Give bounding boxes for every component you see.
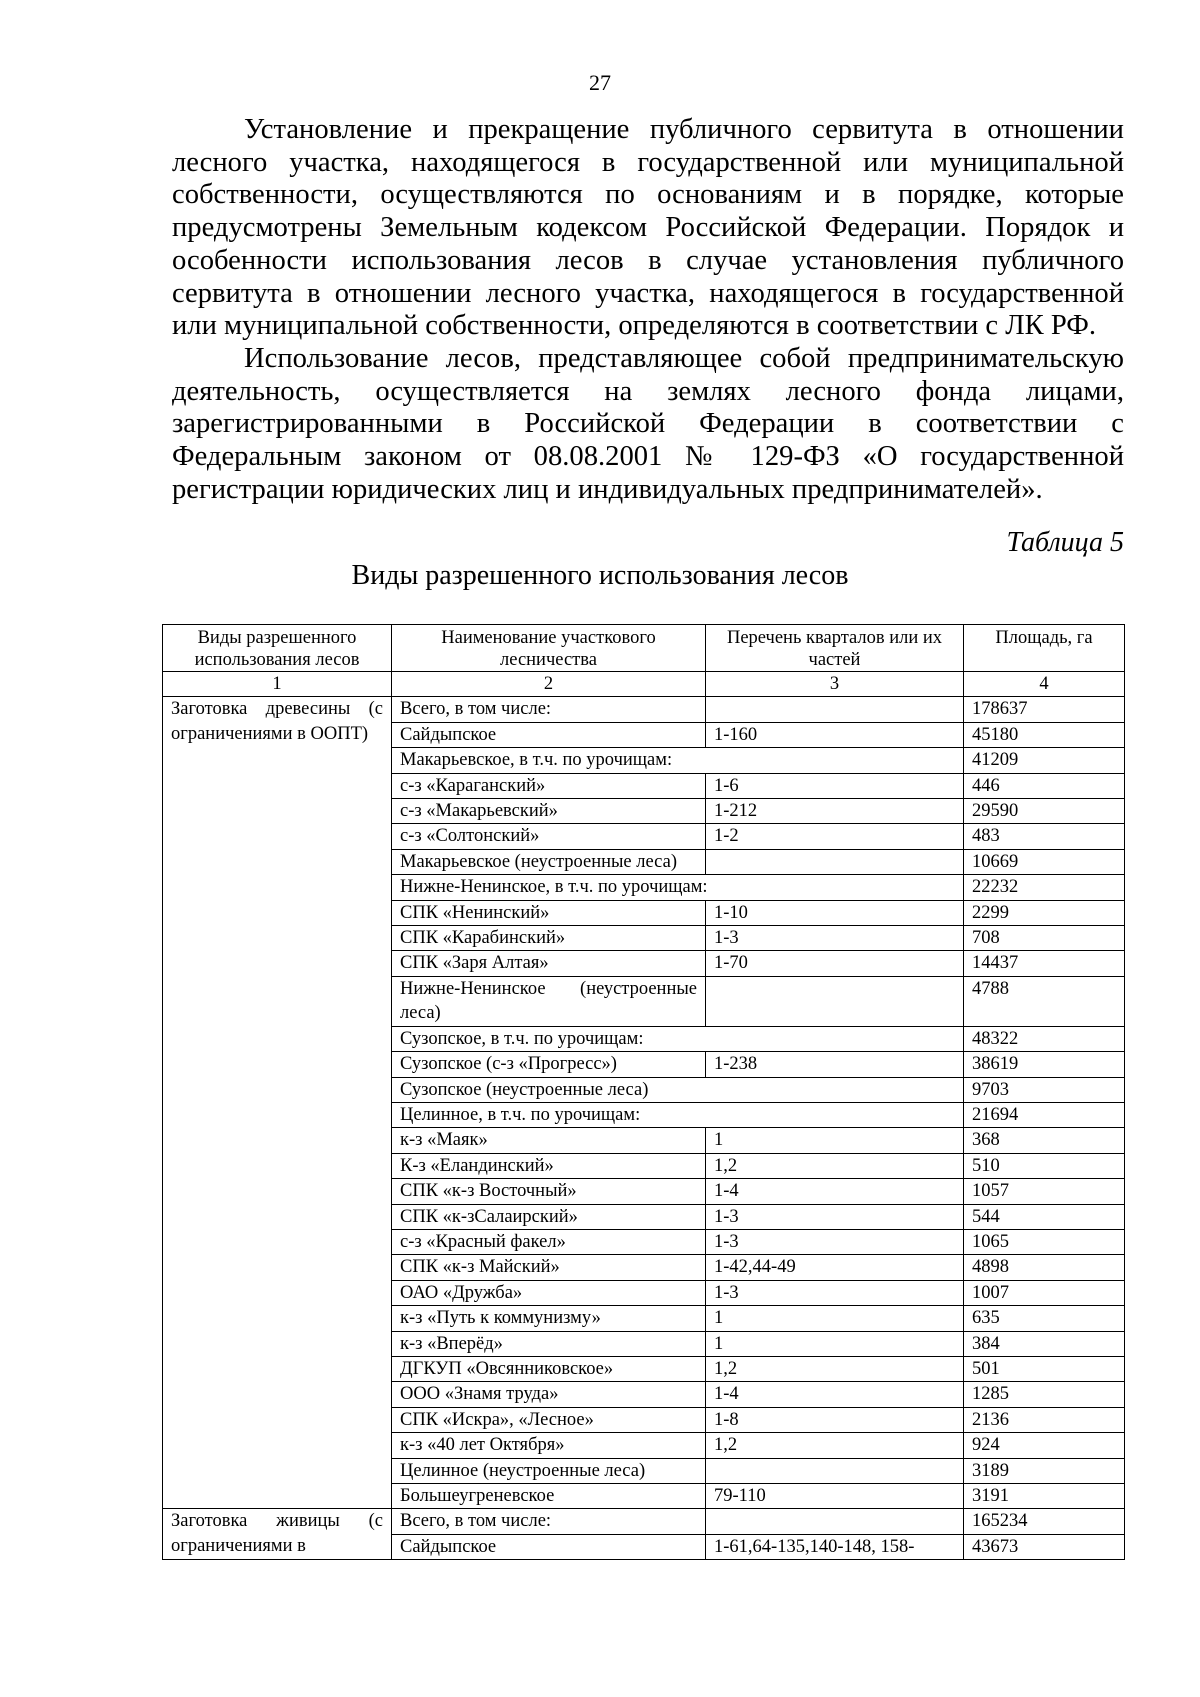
quarters-cell: 1-4: [706, 1382, 964, 1407]
use-type-cell: Заготовка живицы (с ограничениями в: [163, 1509, 392, 1560]
area-cell: 510: [964, 1153, 1125, 1178]
forestry-name-cell: СПК «Карабинский»: [392, 926, 706, 951]
forestry-name-cell: Сайдыпское: [392, 722, 706, 747]
area-cell: 1057: [964, 1179, 1125, 1204]
area-cell: 708: [964, 926, 1125, 951]
column-header: Площадь, га: [964, 625, 1125, 672]
table-row: [163, 697, 1125, 722]
area-cell: 1285: [964, 1382, 1125, 1407]
area-cell: 10669: [964, 849, 1125, 874]
area-cell: 1065: [964, 1229, 1125, 1254]
forestry-name-cell: Всего, в том числе:: [392, 697, 706, 722]
forest-use-table: [162, 624, 1125, 1560]
quarters-cell: 1-4: [706, 1179, 964, 1204]
area-cell: 635: [964, 1306, 1125, 1331]
forestry-name-cell: Большеугреневское: [392, 1484, 706, 1509]
area-cell: 14437: [964, 951, 1125, 976]
table-header-row: [163, 625, 1125, 672]
forestry-name-cell: Целинное, в т.ч. по урочищам:: [392, 1102, 964, 1127]
quarters-cell: 1-3: [706, 1280, 964, 1305]
quarters-cell: 1: [706, 1331, 964, 1356]
quarters-cell: 1,2: [706, 1356, 964, 1381]
area-cell: 4898: [964, 1255, 1125, 1280]
forestry-name-cell: Макарьевское (неустроенные леса): [392, 849, 706, 874]
forestry-name-cell: ООО «Знамя труда»: [392, 1382, 706, 1407]
forestry-name-cell: СПК «Искра», «Лесное»: [392, 1407, 706, 1432]
area-cell: 483: [964, 824, 1125, 849]
forestry-name-cell: Нижне-Ненинское, в т.ч. по урочищам:: [392, 875, 964, 900]
area-cell: 384: [964, 1331, 1125, 1356]
area-cell: 501: [964, 1356, 1125, 1381]
page-number: 27: [589, 70, 611, 95]
use-type-cell: Заготовка древесины (с ограничениями в ООПТ): [163, 697, 392, 1509]
forestry-name-cell: Сузопское, в т.ч. по урочищам:: [392, 1026, 964, 1051]
area-cell: 165234: [964, 1509, 1125, 1534]
paragraph: Использование лесов, представляющее собой предпринимательскую деятельность, осуществляется на землях лесного фонда лицами, зарегистрированными в Российской Федерации в соответствии с Федеральным законом от 08.08.2001 № 129-ФЗ «О государственной регистрации юридических лиц и индивидуальных предпринимателей».: [172, 342, 1124, 505]
quarters-cell: 1-6: [706, 773, 964, 798]
quarters-cell: 1-10: [706, 900, 964, 925]
table-title: Виды разрешенного использования лесов: [351, 560, 849, 591]
area-cell: 2136: [964, 1407, 1125, 1432]
quarters-cell: 1-70: [706, 951, 964, 976]
area-cell: 45180: [964, 722, 1125, 747]
quarters-cell: [706, 849, 964, 874]
area-cell: 368: [964, 1128, 1125, 1153]
forestry-name-cell: Сузопское (с-з «Прогресс»): [392, 1052, 706, 1077]
area-cell: 43673: [964, 1534, 1125, 1559]
forestry-name-cell: СПК «Ненинский»: [392, 900, 706, 925]
quarters-cell: 1-2: [706, 824, 964, 849]
forestry-name-cell: ДГКУП «Овсянниковское»: [392, 1356, 706, 1381]
quarters-cell: 1-42,44-49: [706, 1255, 964, 1280]
forestry-name-cell: к-з «Маяк»: [392, 1128, 706, 1153]
table-caption: Таблица 5: [1006, 527, 1124, 558]
area-cell: 446: [964, 773, 1125, 798]
forestry-name-cell: Макарьевское, в т.ч. по урочищам:: [392, 748, 964, 773]
forestry-name-cell: с-з «Солтонский»: [392, 824, 706, 849]
area-cell: 544: [964, 1204, 1125, 1229]
quarters-cell: 1-238: [706, 1052, 964, 1077]
forestry-name-cell: с-з «Макарьевский»: [392, 799, 706, 824]
forestry-name-cell: СПК «к-зСалаирский»: [392, 1204, 706, 1229]
quarters-cell: 1-3: [706, 926, 964, 951]
column-header: Наименование участкового лесничества: [392, 625, 706, 672]
forestry-name-cell: СПК «к-з Майский»: [392, 1255, 706, 1280]
quarters-cell: 1-3: [706, 1204, 964, 1229]
forestry-name-cell: ОАО «Дружба»: [392, 1280, 706, 1305]
forestry-name-cell: с-з «Красный факел»: [392, 1229, 706, 1254]
quarters-cell: [706, 697, 964, 722]
forestry-name-cell: Нижне-Ненинское (неустроенные леса): [392, 976, 706, 1026]
quarters-cell: 1: [706, 1128, 964, 1153]
area-cell: 4788: [964, 976, 1125, 1026]
area-cell: 1007: [964, 1280, 1125, 1305]
quarters-cell: 1-3: [706, 1229, 964, 1254]
column-number: 1: [163, 672, 392, 697]
paragraph: Установление и прекращение публичного сервитута в отношении лесного участка, находящегося в государственной или муниципальной собственности, осуществляются по основаниям и в порядке, которые предусмотрены Земельным кодексом Российской Федерации. Порядок и особенности использования лесов в случае установления публичного сервитута в отношении лесного участка, находящегося в государственной или муниципальной собственности, определяются в соответствии с ЛК РФ.: [172, 114, 1124, 342]
column-number-row: [163, 672, 1125, 697]
area-cell: 3189: [964, 1458, 1125, 1483]
forestry-name-cell: Целинное (неустроенные леса): [392, 1458, 706, 1483]
area-cell: 48322: [964, 1026, 1125, 1051]
forestry-name-cell: к-з «Вперёд»: [392, 1331, 706, 1356]
quarters-cell: [706, 1458, 964, 1483]
column-header: Виды разрешенного использования лесов: [163, 625, 392, 672]
quarters-cell: 1-160: [706, 722, 964, 747]
forestry-name-cell: с-з «Караганский»: [392, 773, 706, 798]
forestry-name-cell: К-з «Еландинский»: [392, 1153, 706, 1178]
forestry-name-cell: Сайдыпское: [392, 1534, 706, 1559]
area-cell: 2299: [964, 900, 1125, 925]
quarters-cell: 1-8: [706, 1407, 964, 1432]
forestry-name-cell: Всего, в том числе:: [392, 1509, 706, 1534]
column-number: 2: [392, 672, 706, 697]
quarters-cell: 1-212: [706, 799, 964, 824]
area-cell: 924: [964, 1433, 1125, 1458]
area-cell: 9703: [964, 1077, 1125, 1102]
forestry-name-cell: к-з «40 лет Октября»: [392, 1433, 706, 1458]
table-row: [163, 1509, 1125, 1534]
forestry-name-cell: СПК «Заря Алтая»: [392, 951, 706, 976]
column-header: Перечень кварталов или их частей: [706, 625, 964, 672]
quarters-cell: [706, 1509, 964, 1534]
area-cell: 22232: [964, 875, 1125, 900]
area-cell: 38619: [964, 1052, 1125, 1077]
body-text: [172, 114, 1124, 506]
area-cell: 41209: [964, 748, 1125, 773]
area-cell: 178637: [964, 697, 1125, 722]
forestry-name-cell: к-з «Путь к коммунизму»: [392, 1306, 706, 1331]
forestry-name-cell: СПК «к-з Восточный»: [392, 1179, 706, 1204]
area-cell: 29590: [964, 799, 1125, 824]
quarters-cell: [706, 976, 964, 1026]
area-cell: 3191: [964, 1484, 1125, 1509]
quarters-cell: 79-110: [706, 1484, 964, 1509]
quarters-cell: 1,2: [706, 1433, 964, 1458]
quarters-cell: 1,2: [706, 1153, 964, 1178]
quarters-cell: 1-61,64-135,140-148, 158-: [706, 1534, 964, 1559]
forestry-name-cell: Сузопское (неустроенные леса): [392, 1077, 964, 1102]
area-cell: 21694: [964, 1102, 1125, 1127]
quarters-cell: 1: [706, 1306, 964, 1331]
column-number: 3: [706, 672, 964, 697]
column-number: 4: [964, 672, 1125, 697]
